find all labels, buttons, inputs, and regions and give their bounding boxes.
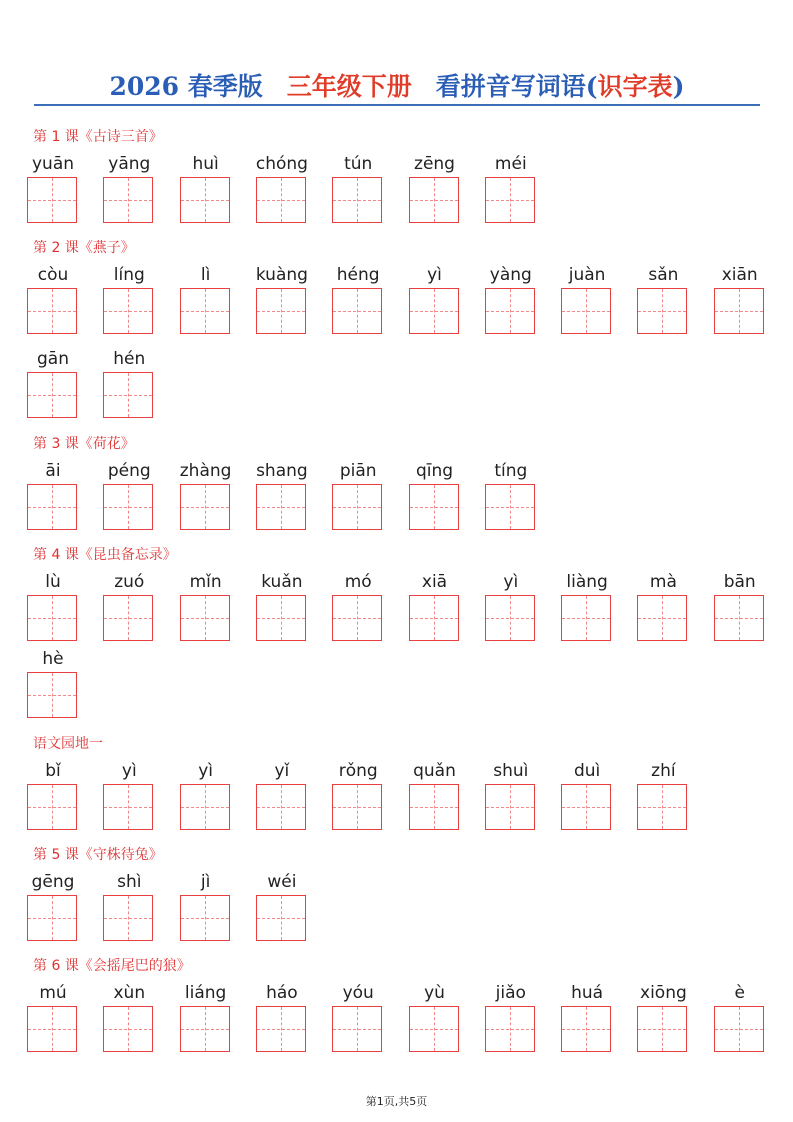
pinyin-label: yāng — [108, 154, 151, 174]
pinyin-label: héng — [336, 265, 380, 285]
writing-grid-box[interactable] — [103, 372, 153, 418]
writing-grid-box[interactable] — [409, 784, 459, 830]
grid-horizontal-guide — [181, 1029, 229, 1030]
writing-grid-box[interactable] — [637, 784, 687, 830]
pinyin-label: xùn — [113, 983, 146, 1003]
pinyin-label: péng — [107, 461, 151, 481]
grid-horizontal-guide — [638, 807, 686, 808]
grid-horizontal-guide — [181, 918, 229, 919]
writing-grid-box[interactable] — [561, 595, 611, 641]
grid-horizontal-guide — [28, 395, 76, 396]
grid-horizontal-guide — [257, 200, 305, 201]
pinyin-label: yǐ — [274, 761, 290, 781]
writing-grid-box[interactable] — [103, 595, 153, 641]
pinyin-label: tún — [344, 154, 373, 174]
grid-horizontal-guide — [410, 618, 458, 619]
writing-grid-box[interactable] — [27, 595, 77, 641]
grid-horizontal-guide — [715, 311, 763, 312]
pinyin-label: sǎn — [648, 265, 679, 285]
pinyin-label: huì — [192, 154, 219, 174]
section-title: 第 5 课《守株待兔》 — [33, 847, 163, 863]
pinyin-label: yì — [121, 761, 137, 781]
writing-grid-box[interactable] — [485, 484, 535, 530]
pinyin-label: quǎn — [413, 761, 456, 781]
pinyin-label: tíng — [494, 461, 528, 481]
pinyin-label: yóu — [342, 983, 374, 1003]
writing-grid-box[interactable] — [485, 595, 535, 641]
writing-grid-box[interactable] — [180, 1006, 230, 1052]
pinyin-label: méi — [494, 154, 527, 174]
section-title: 第 3 课《荷花》 — [33, 436, 135, 452]
grid-horizontal-guide — [257, 918, 305, 919]
pinyin-label: juàn — [568, 265, 606, 285]
pinyin-label: hén — [113, 349, 146, 369]
title-category: 识字表 — [597, 72, 673, 101]
pinyin-label: yuān — [31, 154, 75, 174]
pinyin-label: jiǎo — [495, 983, 526, 1003]
grid-horizontal-guide — [333, 311, 381, 312]
grid-horizontal-guide — [28, 918, 76, 919]
pinyin-label: liáng — [184, 983, 227, 1003]
pinyin-label: hè — [42, 649, 64, 669]
writing-grid-box[interactable] — [27, 784, 77, 830]
grid-horizontal-guide — [638, 311, 686, 312]
writing-grid-box[interactable] — [332, 1006, 382, 1052]
grid-horizontal-guide — [638, 618, 686, 619]
grid-horizontal-guide — [104, 618, 152, 619]
grid-horizontal-guide — [181, 807, 229, 808]
section-title: 第 6 课《会摇尾巴的狼》 — [33, 958, 191, 974]
grid-horizontal-guide — [28, 311, 76, 312]
writing-grid-box[interactable] — [180, 177, 230, 223]
pinyin-label: shuì — [493, 761, 529, 781]
writing-grid-box[interactable] — [256, 895, 306, 941]
pinyin-label: yù — [424, 983, 445, 1003]
writing-grid-box[interactable] — [27, 372, 77, 418]
pinyin-label: gēng — [31, 872, 75, 892]
pinyin-label: rǒng — [338, 761, 378, 781]
grid-horizontal-guide — [562, 807, 610, 808]
pinyin-label: chóng — [255, 154, 308, 174]
pinyin-label: lù — [45, 572, 61, 592]
writing-grid-box[interactable] — [180, 288, 230, 334]
page-footer: 第1页,共5页 — [365, 1095, 428, 1108]
pinyin-label: mó — [344, 572, 372, 592]
writing-grid-box[interactable] — [180, 895, 230, 941]
grid-horizontal-guide — [638, 1029, 686, 1030]
section-title: 第 2 课《燕子》 — [33, 240, 135, 256]
grid-horizontal-guide — [486, 807, 534, 808]
pinyin-label: shang — [256, 461, 308, 481]
grid-horizontal-guide — [333, 200, 381, 201]
writing-grid-box[interactable] — [27, 288, 77, 334]
grid-horizontal-guide — [562, 311, 610, 312]
writing-grid-box[interactable] — [561, 1006, 611, 1052]
grid-horizontal-guide — [715, 1029, 763, 1030]
writing-grid-box[interactable] — [332, 595, 382, 641]
writing-grid-box[interactable] — [409, 177, 459, 223]
writing-grid-box[interactable] — [103, 895, 153, 941]
writing-grid-box[interactable] — [180, 484, 230, 530]
pinyin-label: zēng — [414, 154, 455, 174]
pinyin-label: qīng — [415, 461, 454, 481]
writing-grid-box[interactable] — [714, 595, 764, 641]
pinyin-label: lì — [200, 265, 211, 285]
pinyin-label: wéi — [267, 872, 297, 892]
writing-grid-box[interactable] — [714, 1006, 764, 1052]
grid-horizontal-guide — [28, 1029, 76, 1030]
writing-grid-box[interactable] — [256, 484, 306, 530]
writing-grid-box[interactable] — [256, 288, 306, 334]
pinyin-label: huá — [571, 983, 604, 1003]
writing-grid-box[interactable] — [27, 484, 77, 530]
writing-grid-box[interactable] — [332, 288, 382, 334]
writing-grid-box[interactable] — [409, 595, 459, 641]
pinyin-label: mà — [649, 572, 677, 592]
writing-grid-box[interactable] — [256, 595, 306, 641]
writing-grid-box[interactable] — [103, 288, 153, 334]
pinyin-label: piān — [339, 461, 377, 481]
grid-horizontal-guide — [181, 618, 229, 619]
pinyin-label: zuó — [114, 572, 145, 592]
writing-grid-box[interactable] — [714, 288, 764, 334]
writing-grid-box[interactable] — [637, 288, 687, 334]
pinyin-label: è — [734, 983, 745, 1003]
writing-grid-box[interactable] — [256, 784, 306, 830]
grid-horizontal-guide — [28, 695, 76, 696]
pinyin-label: yì — [198, 761, 213, 781]
section-title: 语文园地一 — [33, 736, 103, 752]
writing-grid-box[interactable] — [180, 784, 230, 830]
grid-horizontal-guide — [486, 1029, 534, 1030]
writing-grid-box[interactable] — [27, 895, 77, 941]
grid-horizontal-guide — [333, 807, 381, 808]
writing-grid-box[interactable] — [332, 784, 382, 830]
pinyin-label: jì — [200, 872, 211, 892]
pinyin-label: shì — [117, 872, 142, 892]
pinyin-label: xiān — [721, 265, 758, 285]
grid-horizontal-guide — [410, 507, 458, 508]
pinyin-label: yàng — [489, 265, 532, 285]
section-title: 第 1 课《古诗三首》 — [33, 129, 163, 145]
writing-grid-box[interactable] — [103, 784, 153, 830]
title-task: 看拼音写词语( — [435, 72, 598, 101]
title-grade: 三年级下册 — [286, 72, 412, 101]
grid-horizontal-guide — [257, 311, 305, 312]
writing-grid-box[interactable] — [485, 288, 535, 334]
grid-horizontal-guide — [181, 311, 229, 312]
writing-grid-box[interactable] — [637, 595, 687, 641]
grid-horizontal-guide — [104, 311, 152, 312]
header-underline — [34, 104, 760, 106]
pinyin-label: xiā — [421, 572, 448, 592]
writing-grid-box[interactable] — [27, 177, 77, 223]
writing-grid-box[interactable] — [637, 1006, 687, 1052]
grid-horizontal-guide — [257, 1029, 305, 1030]
grid-horizontal-guide — [28, 200, 76, 201]
writing-grid-box[interactable] — [485, 1006, 535, 1052]
grid-horizontal-guide — [257, 807, 305, 808]
grid-horizontal-guide — [181, 507, 229, 508]
grid-horizontal-guide — [486, 311, 534, 312]
writing-grid-box[interactable] — [485, 177, 535, 223]
pinyin-label: gān — [37, 349, 69, 369]
writing-grid-box[interactable] — [409, 288, 459, 334]
title-edition: 2026 春季版 — [109, 72, 263, 101]
pinyin-label: háo — [266, 983, 298, 1003]
pinyin-label: mǐn — [189, 572, 222, 592]
grid-horizontal-guide — [181, 200, 229, 201]
writing-grid-box[interactable] — [256, 177, 306, 223]
writing-grid-box[interactable] — [409, 1006, 459, 1052]
grid-horizontal-guide — [562, 618, 610, 619]
grid-horizontal-guide — [333, 1029, 381, 1030]
writing-grid-box[interactable] — [103, 177, 153, 223]
pinyin-label: mú — [39, 983, 67, 1003]
page-header — [34, 66, 760, 106]
grid-horizontal-guide — [410, 807, 458, 808]
pinyin-label: xiōng — [640, 983, 687, 1003]
grid-horizontal-guide — [257, 618, 305, 619]
pinyin-label: zhí — [651, 761, 676, 781]
writing-grid-box[interactable] — [103, 484, 153, 530]
writing-grid-box[interactable] — [332, 484, 382, 530]
grid-horizontal-guide — [562, 1029, 610, 1030]
grid-horizontal-guide — [104, 918, 152, 919]
grid-horizontal-guide — [28, 507, 76, 508]
writing-grid-box[interactable] — [27, 672, 77, 718]
grid-horizontal-guide — [486, 507, 534, 508]
grid-horizontal-guide — [486, 200, 534, 201]
grid-horizontal-guide — [104, 1029, 152, 1030]
grid-horizontal-guide — [410, 311, 458, 312]
writing-grid-box[interactable] — [27, 1006, 77, 1052]
writing-grid-box[interactable] — [256, 1006, 306, 1052]
grid-horizontal-guide — [410, 1029, 458, 1030]
pinyin-label: liàng — [566, 572, 608, 592]
grid-horizontal-guide — [333, 507, 381, 508]
pinyin-label: duì — [573, 761, 601, 781]
grid-horizontal-guide — [257, 507, 305, 508]
grid-horizontal-guide — [333, 618, 381, 619]
writing-grid-box[interactable] — [332, 177, 382, 223]
page-title — [34, 70, 760, 104]
writing-grid-box[interactable] — [485, 784, 535, 830]
grid-horizontal-guide — [104, 507, 152, 508]
writing-grid-box[interactable] — [409, 484, 459, 530]
pinyin-label: yì — [427, 265, 442, 285]
pinyin-label: bān — [723, 572, 756, 592]
grid-horizontal-guide — [715, 618, 763, 619]
title-close-paren: ) — [672, 72, 685, 101]
writing-grid-box[interactable] — [561, 288, 611, 334]
grid-horizontal-guide — [28, 618, 76, 619]
writing-grid-box[interactable] — [561, 784, 611, 830]
grid-horizontal-guide — [104, 200, 152, 201]
grid-horizontal-guide — [104, 807, 152, 808]
pinyin-label: āi — [45, 461, 61, 481]
pinyin-label: kuàng — [255, 265, 308, 285]
pinyin-label: bǐ — [45, 761, 61, 781]
grid-horizontal-guide — [486, 618, 534, 619]
pinyin-label: yì — [503, 572, 519, 592]
grid-horizontal-guide — [28, 807, 76, 808]
writing-grid-box[interactable] — [103, 1006, 153, 1052]
writing-grid-box[interactable] — [180, 595, 230, 641]
grid-horizontal-guide — [104, 395, 152, 396]
section-title: 第 4 课《昆虫备忘录》 — [33, 547, 177, 563]
pinyin-label: zhàng — [179, 461, 232, 481]
pinyin-label: còu — [37, 265, 69, 285]
pinyin-label: kuǎn — [261, 572, 303, 592]
grid-horizontal-guide — [410, 200, 458, 201]
pinyin-label: líng — [113, 265, 145, 285]
